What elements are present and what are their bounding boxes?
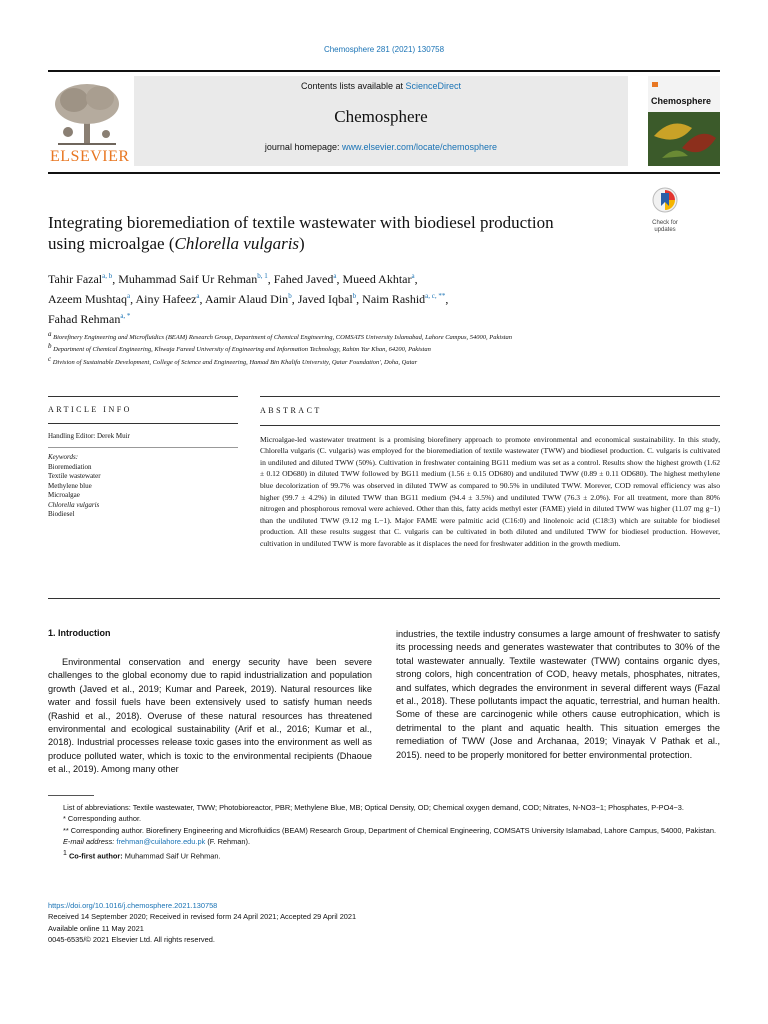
journal-homepage-link[interactable]: www.elsevier.com/locate/chemosphere bbox=[341, 142, 498, 152]
journal-name: Chemosphere bbox=[334, 107, 428, 126]
article-info bbox=[48, 405, 238, 520]
received-dates: Received 14 September 2020; Received in revised form 24 April 2021; Accepted 29 April 2021 bbox=[48, 912, 357, 922]
cover-image bbox=[648, 76, 720, 166]
author-affil-sup[interactable]: b bbox=[288, 292, 292, 300]
footnote-rule bbox=[48, 795, 94, 796]
author-affil-sup[interactable]: b, 1 bbox=[257, 272, 268, 280]
affil-text: Division of Sustainable Development, College of Science and Engineering, Hamad Bin Khalifa University, Qatar Foundation', Doha, Qatar bbox=[52, 359, 418, 367]
intro-right-column bbox=[396, 628, 720, 762]
affil-text: Biorefinery Engineering and Microfluidics (BEAM) Research Group, Department of Chemical Engineering, COMSATS University Islamabad, Lahore Campus, 54000, Pakistan bbox=[53, 334, 513, 342]
title-species: Chlorella vulgaris bbox=[174, 234, 300, 253]
affil-text: Department of Chemical Engineering, Khwaja Fareed University of Engineering and Information Technology, Rahim Yar Khan, 64200, Pakistan bbox=[53, 346, 431, 354]
homepage-prefix: journal homepage: bbox=[264, 142, 342, 152]
cofirst-sup: 1 bbox=[63, 849, 67, 857]
article-meta bbox=[48, 900, 720, 946]
copyright: 0045-6535/© 2021 Elsevier Ltd. All rights reserved. bbox=[48, 935, 215, 945]
crossmark-icon bbox=[652, 187, 678, 213]
keyword: Chlorella vulgaris bbox=[48, 500, 100, 509]
article-info-heading: ARTICLE INFO bbox=[48, 405, 132, 414]
keywords-label: Keywords: bbox=[48, 453, 79, 461]
author-name[interactable]: Naim Rashid bbox=[362, 292, 426, 306]
article-info-rule bbox=[48, 423, 238, 424]
email-label: E-mail address: bbox=[63, 837, 117, 847]
body-top-rule bbox=[48, 598, 720, 599]
affiliations bbox=[48, 330, 668, 367]
author-name[interactable]: Muhammad Saif Ur Rehman bbox=[118, 272, 258, 286]
email-link[interactable]: frehman@cuilahore.edu.pk bbox=[116, 837, 206, 847]
author-affil-sup[interactable]: a, c, ** bbox=[425, 292, 446, 300]
author-name[interactable]: Azeem Mushtaq bbox=[48, 292, 127, 306]
author-name[interactable]: Fahed Javed bbox=[273, 272, 334, 286]
journal-header bbox=[48, 70, 720, 168]
email-suffix: (F. Rehman). bbox=[205, 837, 251, 847]
author-affil-sup[interactable]: a bbox=[126, 292, 131, 300]
corresponding-author-2-footnote: ** Corresponding author. Biorefinery Engineering and Microfluidics (BEAM) Research Group, Department of Chemical Engineering, COMSATS University Islamabad, Lahore Campus, 54000, Pakistan. bbox=[63, 825, 717, 835]
author-list: Tahir Fazal$^{a, b}$, Muhammad Saif Ur Rehman$^{b, 1}$, Fahed Javed$^a$, Mueed Akhtar$^a$, Azeem Mushtaq$^a$, Ainy Hafeez$^a$, Aamir Alaud Din$^b$, Javed Iqbal$^b$, Naim Rashid$^{a, c, **}$, Fahad Rehman$^{a, *}$ bbox=[48, 272, 449, 326]
author-affil-sup[interactable]: a, b bbox=[102, 272, 113, 280]
author-name[interactable]: Ainy Hafeez bbox=[135, 292, 197, 306]
keyword: Methylene blue bbox=[48, 481, 92, 490]
affil-sup: b bbox=[48, 342, 52, 351]
doi-link[interactable]: https://doi.org/10.1016/j.chemosphere.2021.130758 bbox=[48, 901, 218, 910]
intro-paragraph-left: Environmental conservation and energy security have been severe challenges to the global economy due to rapid industrialization and population growth (Javed et al., 2019; Kumar and Pareek, 2019). Natural resources like water and fossil fuels have been extensively used to satisfy human needs (Rashid et al., 2018). Overuse of these natural resources has threatened environmental and ecological sustainability (Arif et al., 2016; Kumar et al., 2018). Industrial processes release toxic gases into the environment as well as produce polluted water, which is toxic to the environmental recipients (Dhaoue et al., 2019). Among many other bbox=[48, 657, 372, 775]
author-name[interactable]: Tahir Fazal bbox=[48, 272, 103, 286]
abbreviations-footnote: List of abbreviations: Textile wastewater, TWW; Photobioreactor, PBR; Methylene Blue, MB; Optical Density, OD; Chemical oxygen demand, COD; Nitrates, N-NO3−1; Phosphates, P-PO4−3. bbox=[63, 803, 684, 812]
contents-line bbox=[134, 81, 628, 91]
affiliation-b bbox=[48, 342, 668, 354]
title-line-2-prefix: using microalgae ( bbox=[48, 234, 175, 253]
cofirst-label: Co-first author: bbox=[68, 851, 123, 861]
crossmark-label-2: updates bbox=[654, 227, 676, 233]
article-title bbox=[48, 212, 628, 254]
affil-sup: c bbox=[48, 354, 52, 363]
email-footnote bbox=[48, 836, 720, 847]
abstract bbox=[260, 405, 720, 550]
keyword: Microalgae bbox=[48, 491, 80, 499]
abstract-text: Microalgae-led wastewater treatment is a promising biorefinery approach to promote environmental and economical sustainability. In this study, Chlorella vulgaris (C. vulgaris) was employed for the bioremediation of textile wastewater (TWW) and biodiesel production. C. vulgaris is cultivated in undiluted and diluted TWW (50%). Cultivation in freshwater containing BG11 medium was set as a control. Results show the highest growth (1.62 ± 0.12 OD680) in diluted TWW followed by BG11 medium (1.56 ± 0.15 OD680) and undiluted TWW (0.89 ± 0.11 OD680). The highest methylene blue decolorization of 99.7% was observed in diluted TWW as compared to 90.5% in undiluted TWW. Morever, COD removal efficiency was also higher (99.7 ± 4.2%) in diluted TWW than BG11 medium (94.4 ± 3.5%) and undiluted TWW (76.3 ± 2.0%). For all treatment, more than 80% nitrogen and phosphorous removal were achieved. Other than this, fatty acids methyl ester (FAME) yield in diluted TWW was higher (11.07 mg g−1) than the undiluted TWW (9.12 mg L−1). Major FAME were palmitic acid (C16:0) and linolenoic acid (C18:3) which are suitable for biodiesel production. All these results suggest that C. vulgaris can be cultivated in both diluted and undiluted TWW for biodiesel production. However, cultivation in undiluted TWW is more favorable as it displaces the need for freshwater addition in the growth medium. bbox=[260, 434, 720, 548]
elsevier-wordmark: ELSEVIER bbox=[50, 148, 130, 165]
contents-prefix: Contents lists available at bbox=[300, 81, 406, 91]
footnotes bbox=[48, 802, 720, 862]
author-name[interactable]: Aamir Alaud Din bbox=[204, 292, 289, 306]
elsevier-logo bbox=[48, 80, 128, 166]
keyword: Biodiesel bbox=[48, 510, 75, 518]
abstract-top-rule bbox=[260, 396, 720, 397]
keywords-rule bbox=[48, 447, 238, 448]
author-affil-sup[interactable]: b bbox=[352, 292, 357, 300]
cofirst-footnote bbox=[48, 848, 720, 862]
keyword: Textile wastewater bbox=[48, 472, 101, 480]
article-info-top-rule bbox=[48, 396, 238, 397]
abstract-heading: ABSTRACT bbox=[260, 406, 322, 415]
intro-paragraph-right: industries, the textile industry consumes a large amount of freshwater to satisfy its processing needs and generates wastewater that contributes to 30% of the total wastewater annually. Textile wastewater (TWW) contains organic dyes, strong colors, high concentration of COD, heavy metals, phosphates, nitrates, and sulfates, which degrades the environment in several different ways (Fazal et al., 2018). These pollutants impact the aquatic, terrestrial, and human health. Some of these are carcinogenic while others cause eutrophication, which is detrimental to the plant and aquatic health. This situation emerges the remediation of TWW (Jose and Archanaa, 2019; Vinayak V Pathak et al., 2015). need to be properly monitored for better environmental protection. bbox=[396, 629, 720, 760]
author-name[interactable]: Javed Iqbal bbox=[297, 292, 353, 306]
crossmark-label-1: Check for bbox=[652, 220, 678, 226]
affil-sup: a bbox=[48, 330, 52, 338]
title-line-1: Integrating bioremediation of textile wastewater with biodiesel production bbox=[48, 213, 554, 232]
crossmark-label bbox=[646, 220, 684, 234]
author-affil-sup[interactable]: a bbox=[333, 272, 337, 280]
intro-left-column bbox=[48, 656, 372, 777]
section-heading-introduction: 1. Introduction bbox=[48, 628, 111, 638]
corresponding-author-footnote: * Corresponding author. bbox=[63, 814, 142, 824]
affiliation-a bbox=[48, 330, 668, 342]
author-name[interactable]: Mueed Akhtar bbox=[342, 272, 412, 286]
abstract-rule bbox=[260, 425, 720, 426]
cofirst-text: Muhammad Saif Ur Rehman. bbox=[122, 851, 221, 861]
keyword: Bioremediation bbox=[48, 462, 92, 471]
journal-banner bbox=[134, 76, 628, 166]
author-affil-sup[interactable]: a bbox=[196, 292, 200, 300]
affiliation-c bbox=[48, 355, 668, 367]
author-name[interactable]: Fahad Rehman bbox=[48, 312, 121, 326]
available-online: Available online 11 May 2021 bbox=[48, 923, 144, 933]
journal-reference[interactable]: Chemosphere 281 (2021) 130758 bbox=[323, 45, 445, 54]
header-divider bbox=[48, 172, 720, 174]
title-line-2-suffix: ) bbox=[299, 234, 305, 253]
elsevier-tree-icon bbox=[48, 80, 126, 148]
author-affil-sup[interactable]: a bbox=[411, 272, 415, 280]
journal-cover-thumbnail[interactable] bbox=[648, 76, 720, 166]
check-for-updates-badge[interactable] bbox=[646, 187, 684, 233]
sciencedirect-link[interactable]: ScienceDirect bbox=[405, 81, 462, 91]
author-affil-sup[interactable]: a, * bbox=[120, 312, 131, 320]
handling-editor: Handling Editor: Derek Muir bbox=[48, 431, 130, 440]
cover-title: Chemosphere bbox=[651, 96, 712, 106]
homepage-line bbox=[134, 142, 628, 152]
